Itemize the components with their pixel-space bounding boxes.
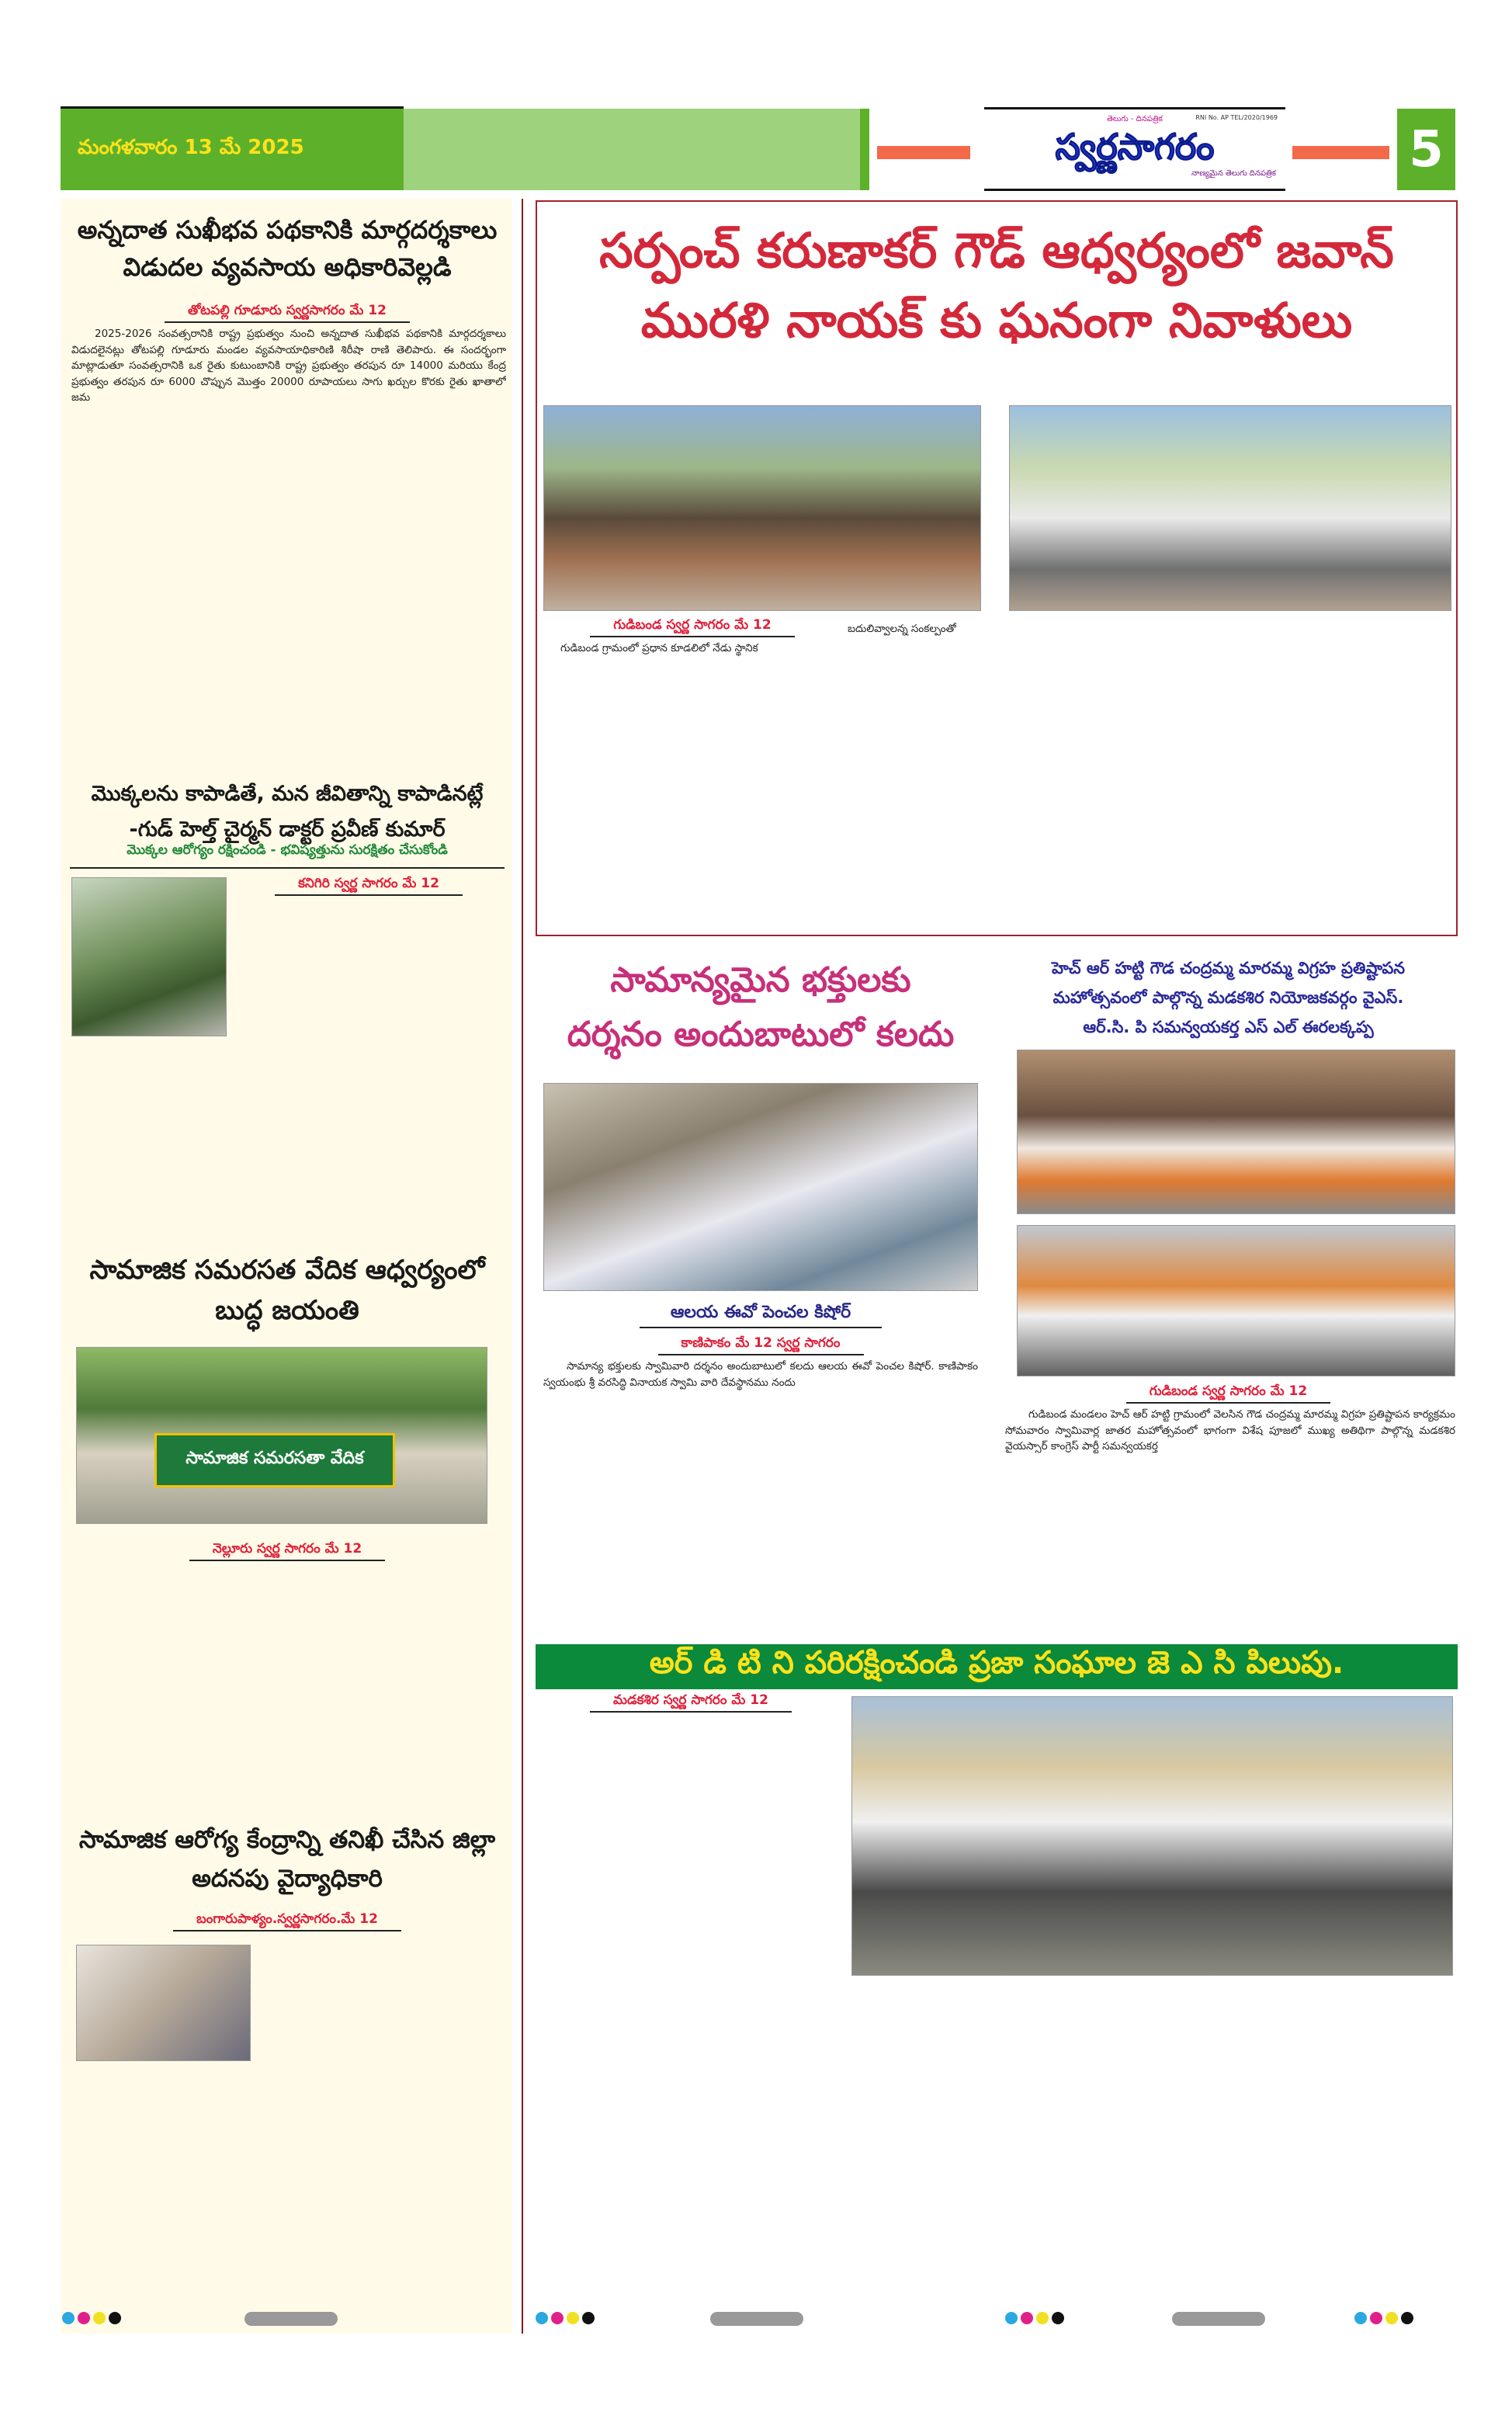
registration-bar	[244, 2312, 338, 2326]
article-dateline	[536, 1335, 986, 1354]
article-dateline	[70, 1911, 505, 1930]
article-headline: అన్నదాత సుఖీభవ పథకానికి మార్గదర్శకాలు విడుదల వ్యవసాయ అధికారివెల్లడి	[77, 215, 498, 282]
article-photo	[71, 877, 227, 1036]
article-headline	[997, 953, 1459, 1042]
headline-line: మురళి నాయక్ కు ఘనంగా నివాళులు	[640, 292, 1353, 349]
logo-top: తెలుగు - దినపత్రిక	[1107, 115, 1163, 123]
article-byline	[536, 1303, 986, 1326]
main-article	[536, 200, 1458, 936]
headline-line: ఆర్.సి. పి సమన్వయకర్త ఎస్ ఎల్ ఈరలక్కప్ప	[1083, 1018, 1374, 1036]
article-dateline	[233, 876, 505, 894]
dateline-text: తోటపల్లి గూడూరు స్వర్ణసాగరం మే 12	[165, 303, 410, 323]
article-body: గుడిబండ మండలం హెచ్ ఆర్ హట్టి గ్రామంలో వెలసిన గౌడ చంద్రమ్మ మారమ్మ విగ్రహ ప్రతిష్టాపన కార్యక్రమం సోమవారం స్వామివార్ల జాతర మహోత్సవంలో భాగంగా విశేష పూజలో ముఖ్య అతిథిగా పాల్గొన్న మడకశిర వైయస్సార్ కాంగ్రెస్ పార్టీ సమన్వయకర్త	[1005, 1408, 1455, 1452]
registration-bar	[1172, 2312, 1265, 2326]
issue-date	[61, 106, 404, 190]
article-dateline	[545, 617, 840, 636]
headline-line: మహోత్సవంలో పాల్గొన్న మడకశిర నియోజకవర్గం వైఎస్.	[1053, 988, 1404, 1007]
headline-line: సామాన్యమైన భక్తులకు	[610, 960, 911, 1000]
photo-banner: సామాజిక సమరసతా వేదిక	[154, 1433, 395, 1487]
protest-photo	[851, 1696, 1453, 1976]
article-headline	[536, 953, 986, 1062]
article-dateline	[70, 1541, 505, 1560]
masthead-logo	[984, 107, 1285, 191]
article-body-col1: గుడిబండ గ్రామంలో ప్రధాన కూడలిలో నేడు స్థానిక	[560, 642, 758, 654]
color-registration-marks	[1005, 2312, 1067, 2327]
byline-text: ఆలయ ఈవో పెంచల కిషోర్	[640, 1303, 882, 1328]
group-photo	[1017, 1225, 1455, 1376]
article-subhead: మొక్కల ఆరోగ్యం రక్షించండి - భవిష్యత్తును సురక్షితం చేసుకోండి	[70, 842, 505, 869]
article-dateline	[997, 1383, 1459, 1402]
rally-photo	[1009, 405, 1451, 611]
article-dateline	[70, 303, 505, 321]
headline-line: మొక్కలను కాపాడితే, మన జీవితాన్ని కాపాడినట్లే	[91, 782, 484, 806]
headline-line: దర్శనం అందుబాటులో కలదు	[567, 1015, 955, 1054]
header-divider	[877, 146, 970, 159]
logo-name: స్వర్ణసాగరం	[1055, 126, 1215, 168]
headline-line: -గుడ్ హెల్త్ చైర్మన్ డాక్టర్ ప్రవీణ్ కుమార్	[129, 817, 446, 842]
article-body: సామాన్య భక్తులకు స్వామివారి దర్శనం అందుబాటులో కలదు ఆలయ ఈవో పెంచల కిషోర్. కాణిపాకం స్వయంభు శ్రీ వరసిద్ధి వినాయక స్వామి వారి దేవస్థానము నందు	[543, 1360, 978, 1389]
headline-line: సర్పంచ్ కరుణాకర్ గౌడ్ ఆధ్వర్యంలో జవాన్	[599, 222, 1394, 279]
color-registration-marks	[62, 2312, 124, 2327]
ceremony-photo	[1017, 1050, 1455, 1214]
logo-tagline: నాణ్యమైన తెలుగు దినపత్రిక	[1191, 169, 1276, 178]
dateline-text: బంగారుపాళ్యం.స్వర్ణసాగరం.మే 12	[173, 1911, 401, 1931]
color-registration-marks	[1354, 2312, 1417, 2327]
main-headline	[537, 216, 1456, 356]
dateline-text: నెల్లూరు స్వర్ణ సాగరం మే 12	[189, 1541, 385, 1561]
article-headline	[70, 776, 505, 848]
dateline-text: మడకశిర స్వర్ణ సాగరం మే 12	[590, 1692, 792, 1713]
page-number: 5	[1397, 109, 1455, 190]
article-photo	[76, 1945, 251, 2061]
article-dateline	[536, 1692, 846, 1711]
header-divider	[1292, 146, 1389, 159]
headline-line: హెచ్ ఆర్ హట్టి గౌడ చంద్రమ్మ మారమ్మ విగ్రహ ప్రతిష్టాపన	[1051, 959, 1406, 977]
registration-bar	[710, 2312, 803, 2326]
article-headline: సామాజిక ఆరోగ్య కేంద్రాన్ని తనిఖీ చేసిన జిల్లా అదనపు వైద్యాధికారి	[78, 1826, 496, 1893]
dateline-text: కాణిపాకం మే 12 స్వర్ణ సాగరం	[658, 1335, 864, 1355]
dateline-text: గుడిబండ స్వర్ణ సాగరం మే 12	[1126, 1383, 1330, 1404]
column-divider	[522, 199, 523, 2334]
dateline-text: గుడిబండ స్వర్ణ సాగరం మే 12	[590, 617, 794, 637]
logo-issn: RNI No. AP TEL/2020/1969	[1195, 114, 1278, 121]
article-body-col2: బదులివ్వాలన్న సంకల్పంతో	[848, 623, 956, 635]
bottom-headline-banner: అర్ డి టి ని పరిరక్షించండి ప్రజా సంఘాల జె ఎ సి పిలుపు.	[536, 1644, 1458, 1689]
article-body: 2025-2026 సంవత్సరానికి రాష్ట్ర ప్రభుత్వం నుంచి అన్నదాత సుఖీభవ పథకానికి మార్గదర్శకాలు విడుదలైనట్లు తోటపల్లి గూడూరు మండల వ్యవసాయాధికారిణి శిరీషా రాణి తెలిపారు. ఈ సందర్భంగా మాట్లాడుతూ సంవత్సరానికి ఒక రైతు కుటుంబానికి రాష్ట్ర ప్రభుత్వం తరపున రూ 14000 మరియు కేంద్ర ప్రభుత్వం తరపున రూ 6000 చొప్పున మొత్తం 20000 రూపాయలు సాగు ఖర్చుల కొరకు రైతు ఖాతాలో జమ	[71, 328, 506, 404]
dateline-text: కనిగిరి స్వర్ణ సాగరం మే 12	[275, 876, 463, 896]
article-headline: సామాజిక సమరసత వేదిక ఆధ్వర్యంలో బుద్ధ జయంతి	[89, 1255, 485, 1326]
tribute-photo	[543, 405, 981, 611]
header-band-edge	[860, 109, 869, 190]
color-registration-marks	[536, 2312, 598, 2327]
date-text: మంగళవారం 13 మే 2025	[78, 135, 304, 159]
article-photo	[76, 1347, 487, 1524]
darshan-photo	[543, 1083, 978, 1291]
header-band	[404, 109, 862, 190]
